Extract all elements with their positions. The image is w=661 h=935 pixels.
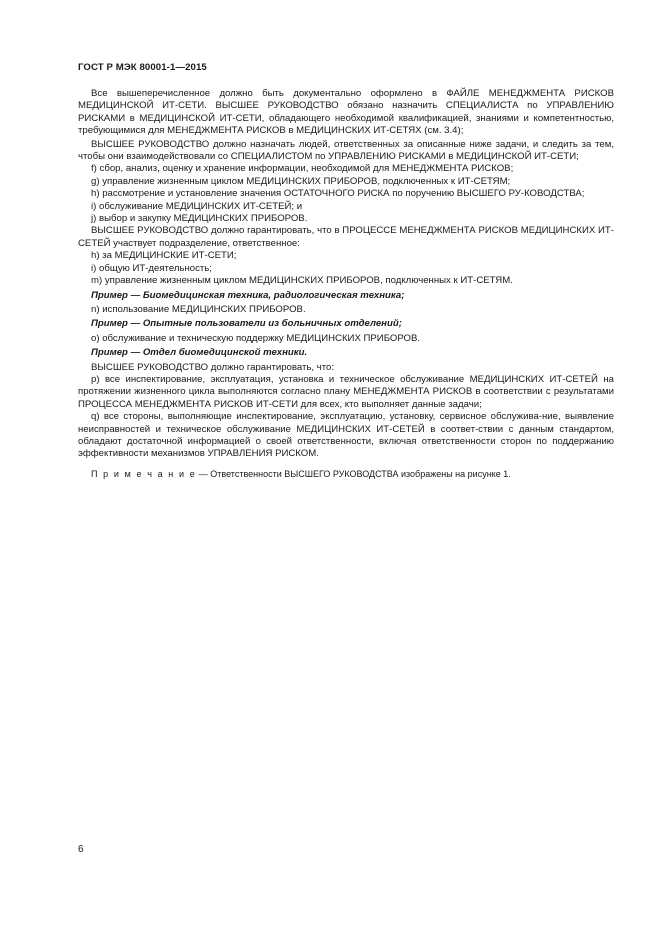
page-number: 6 xyxy=(78,844,84,855)
list-item: j) выбор и закупку МЕДИЦИНСКИХ ПРИБОРОВ. xyxy=(91,213,308,225)
list-item: i) обслуживание МЕДИЦИНСКИХ ИТ-СЕТЕЙ; и xyxy=(91,200,303,212)
paragraph: Все вышеперечисленное должно быть документально оформлено в ФАЙЛЕ МЕНЕДЖМЕНТА РИСКОВ МЕДИЦИНСКОЙ ИТ-СЕТИ. ВЫСШЕЕ РУКОВОДСТВО обязано назначить СПЕЦИАЛИСТА по УПРАВЛЕНИЮ РИСКАМИ в МЕДИЦИНСКОЙ ИТ-СЕТИ, обладающего необходимой квалификацией, знаниями и компетентностью, требующимися для МЕНЕДЖМЕНТА РИСКОВ в МЕДИЦИНСКИХ ИТ-СЕТЯХ (см. 3.4); xyxy=(78,88,614,137)
note-text: — Ответственности ВЫСШЕГО РУКОВОДСТВА изображены на рисунке 1. xyxy=(196,468,511,479)
note-label: П р и м е ч а н и е xyxy=(91,468,197,479)
note xyxy=(78,468,614,480)
standard-header: ГОСТ Р МЭК 80001-1—2015 xyxy=(78,62,207,73)
example-text: Пример — Биомедицинская техника, радиологическая техника; xyxy=(91,289,405,301)
paragraph: ВЫСШЕЕ РУКОВОДСТВО должно назначать людей, ответственных за описанные ниже задачи, и следить за тем, чтобы они взаимодействовали со СПЕЦИАЛИСТОМ по УПРАВЛЕНИЮ РИСКАМИ в МЕДИЦИНСКОЙ ИТ-СЕТИ; xyxy=(78,138,614,163)
paragraph: ВЫСШЕЕ РУКОВОДСТВО должно гарантировать, что в ПРОЦЕССЕ МЕНЕДЖМЕНТА РИСКОВ МЕДИЦИНСКИХ ИТ-СЕТЕЙ участвует подразделение, ответственное: xyxy=(78,225,614,249)
list-item: o) обслуживание и техническую поддержку МЕДИЦИНСКИХ ПРИБОРОВ. xyxy=(91,332,421,344)
example-text: Пример — Опытные пользователи из больничных отделений; xyxy=(91,318,402,330)
list-item: q) все стороны, выполняющие инспектирование, эксплуатацию, установку, сервисное обслужива-ние, выявление неисправностей и техническое обслуживание МЕДИЦИНСКИХ ИТ-СЕТЕЙ в соответ-ствии с данным стандартом, обладают достаточной информацией о своей ответственности, включая ответственности сторон по поддержанию эффективности механизмов УПРАВЛЕНИЯ РИСКОМ. xyxy=(78,411,614,460)
list-item: h) рассмотрение и установление значения ОСТАТОЧНОГО РИСКА по поручению ВЫСШЕГО РУ-КОВОДСТВА; xyxy=(91,188,585,200)
paragraph: ВЫСШЕЕ РУКОВОДСТВО должно гарантировать, что: xyxy=(91,361,334,373)
list-item: g) управление жизненным циклом МЕДИЦИНСКИХ ПРИБОРОВ, подключенных к ИТ-СЕТЯМ; xyxy=(91,175,511,187)
list-item: p) все инспектирование, эксплуатация, установка и техническое обслуживание МЕДИЦИНСКИХ ИТ-СЕТЕЙ на протяжении жизненного цикла выполняются согласно плану МЕНЕДЖМЕНТА РИСКОВ в соответствии с результатами ПРОЦЕССА МЕНЕДЖМЕНТА РИСКОВ ИТ-СЕТИ для всех, кто выполняет данные задачи; xyxy=(78,373,614,410)
list-item: m) управление жизненным циклом МЕДИЦИНСКИХ ПРИБОРОВ, подключенных к ИТ-СЕТЯМ. xyxy=(91,275,513,287)
list-item: n) использование МЕДИЦИНСКИХ ПРИБОРОВ. xyxy=(91,303,306,315)
list-item: i) общую ИТ-деятельность; xyxy=(91,262,212,274)
document-body xyxy=(78,88,614,480)
list-item: h) за МЕДИЦИНСКИЕ ИТ-СЕТИ; xyxy=(91,250,237,262)
example-text: Пример — Отдел биомедицинской техники. xyxy=(91,347,308,359)
list-item: f) сбор, анализ, оценку и хранение информации, необходимой для МЕНЕДЖМЕНТА РИСКОВ; xyxy=(91,163,514,175)
